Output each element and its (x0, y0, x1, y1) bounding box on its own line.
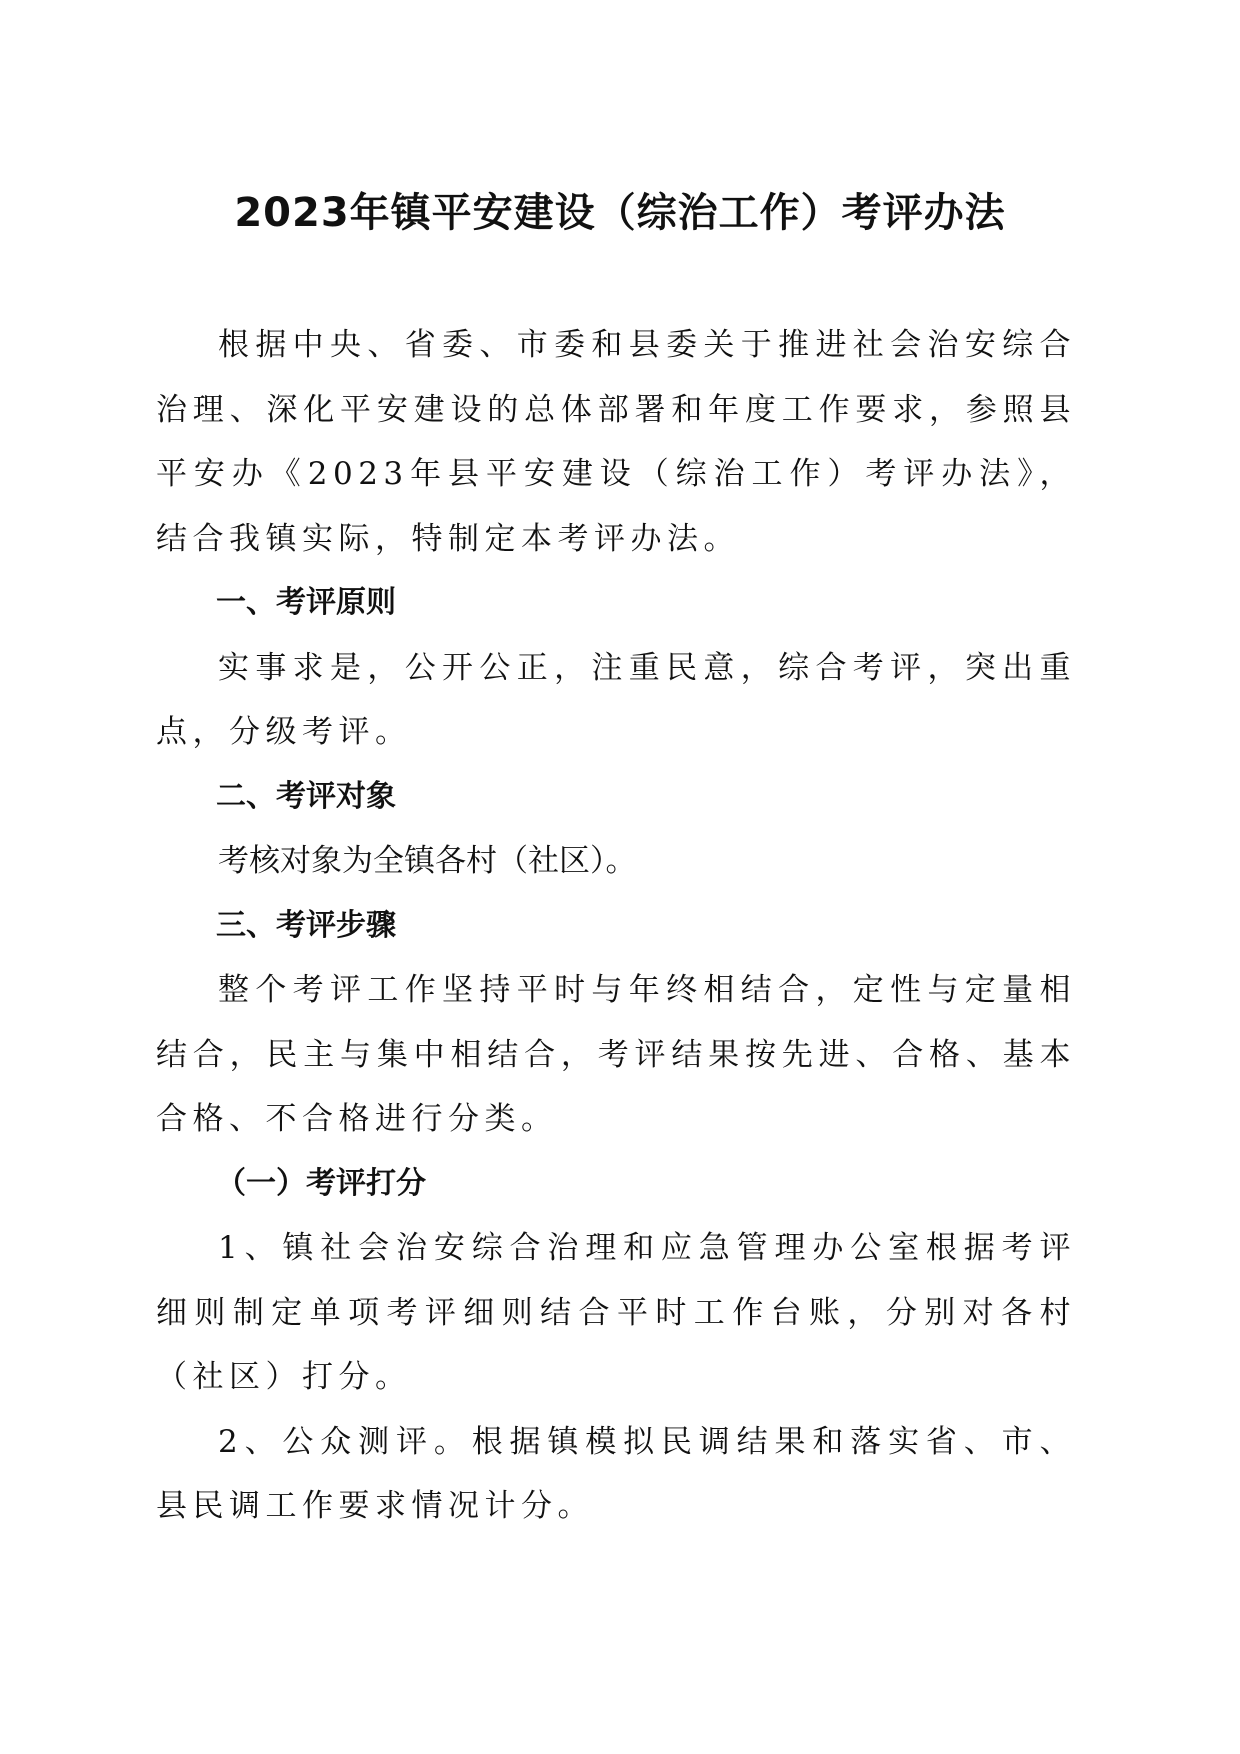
targets-paragraph: 考核对象为全镇各村（社区）。 (218, 843, 637, 879)
principles-paragraph: 实事求是，公开公正，注重民意，综合考评，突出重点，分级考评。 (156, 649, 1076, 750)
subsection-heading-scoring: （一）考评打分 (216, 1165, 426, 1201)
scoring-item-2: 2、公众测评。根据镇模拟民调结果和落实省、市、县民调工作要求情况计分。 (156, 1423, 1076, 1524)
section-heading-principles: 一、考评原则 (216, 585, 396, 620)
steps-paragraph: 整个考评工作坚持平时与年终相结合，定性与定量相结合，民主与集中相结合，考评结果按先进、合格、基本合格、不合格进行分类。 (156, 972, 1076, 1137)
scoring-item-1: 1、镇社会治安综合治理和应急管理办公室根据考评细则制定单项考评细则结合平时工作台账，分别对各村（社区）打分。 (156, 1230, 1076, 1395)
document-title: 2023年镇平安建设（综治工作）考评办法 (234, 190, 1006, 236)
intro-paragraph: 根据中央、省委、市委和县委关于推进社会治安综合治理、深化平安建设的总体部署和年度工作要求，参照县平安办《2023年县平安建设（综治工作）考评办法》，结合我镇实际，特制定本考评办法。 (156, 327, 1076, 557)
document-body (156, 313, 1076, 1539)
section-heading-steps: 三、考评步骤 (216, 907, 396, 943)
section-heading-targets: 二、考评对象 (216, 778, 396, 814)
